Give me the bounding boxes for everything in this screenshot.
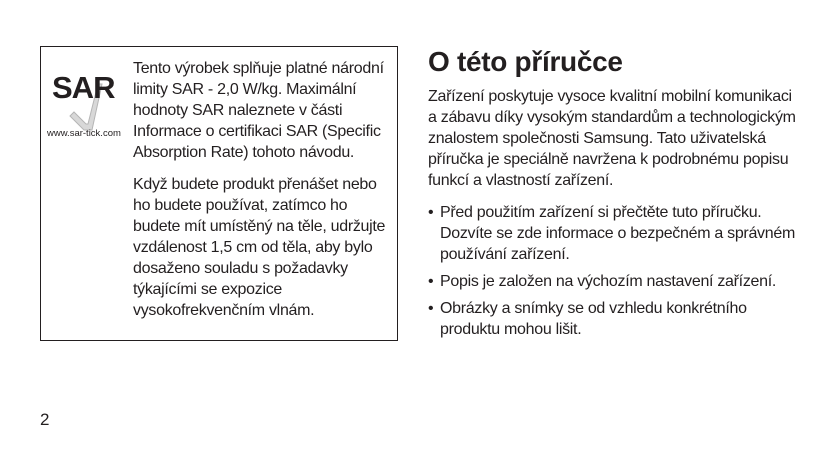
page-number: 2 <box>40 410 50 429</box>
sar-url: www.sar-tick.com <box>47 128 121 139</box>
sar-paragraph-limits: Tento výrobek splňuje platné národní limity SAR - 2,0 W/kg. Maximální hodnoty SAR naleznete v části Informace o certifikaci SAR (Specific Absorption Rate) tohoto návodu. <box>133 60 384 161</box>
bullet-icon: • <box>428 273 434 290</box>
sar-paragraph-distance: Když budete produkt přenášet nebo ho budete používat, zatímco ho budete mít umístěný na těle, udržujte vzdálenost 1,5 cm od těla, aby bylo dosaženo souladu s požadavky týkajícími se expozice vysokofrekvenčním vlnám. <box>133 176 386 319</box>
list-item-text: Popis je založen na výchozím nastavení zařízení. <box>440 273 777 290</box>
bullet-list <box>428 202 798 340</box>
sar-logo-text: SAR <box>52 70 115 105</box>
sar-text-block <box>133 58 391 321</box>
intro-section <box>428 86 798 346</box>
intro-paragraph: Zařízení poskytuje vysoce kvalitní mobilní komunikaci a zábavu díky vysokým standardům a technologickým znalostem společnosti Samsung. Tato uživatelská příručka je speciálně navržena k podrobnému popisu funkcí a vlastností zařízení. <box>428 88 796 189</box>
list-item <box>428 202 798 265</box>
bullet-icon: • <box>428 300 434 317</box>
list-item <box>428 271 798 292</box>
list-item-text: Před použitím zařízení si přečtěte tuto příručku. Dozvíte se zde informace o bezpečném a správném používání zařízení. <box>440 204 795 263</box>
page-title: O této příručce <box>428 46 623 77</box>
list-item-text: Obrázky a snímky se od vzhledu konkrétního produktu mohou lišit. <box>440 300 747 338</box>
bullet-icon: • <box>428 204 434 221</box>
list-item <box>428 298 798 340</box>
